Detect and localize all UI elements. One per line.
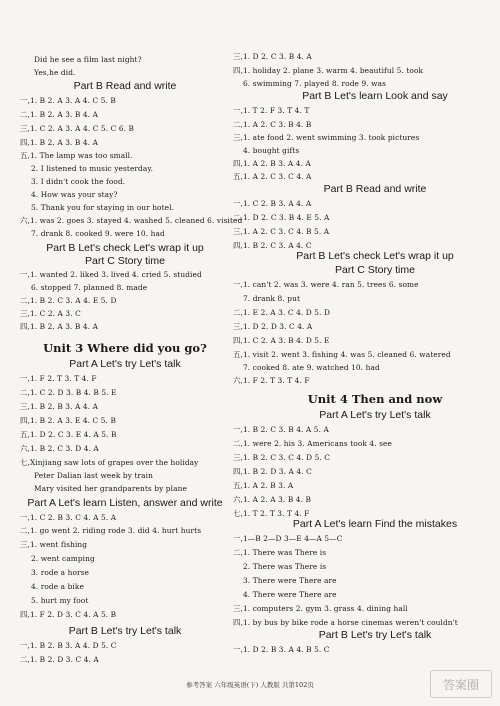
answer-line: 二,1. A 2. C 3. B 4. B <box>233 120 312 129</box>
answer-line: 三,1. D 2. C 3. B 4. A <box>233 52 312 61</box>
answer-line: 6. swimming 7. played 8. rode 9. was <box>243 79 386 88</box>
section-heading: Part A Let's try Let's talk <box>69 358 181 370</box>
answer-line: 二,1. E 2. A 3. C 4. D 5. D <box>233 308 330 317</box>
answer-line: 四,1. C 2. A 3. B 4. D 5. E <box>233 336 330 345</box>
answer-line: 二,1. C 2. D 3. B 4. B 5. E <box>20 388 117 397</box>
section-heading: Part B Let's check Let's wrap it up <box>46 242 204 254</box>
answer-line: 一,1. D 2. B 3. A 4. B 5. C <box>233 645 330 654</box>
answer-line: 三,1. B 2. B 3. A 4. A <box>20 402 99 411</box>
answer-line: 三,1. D 2. D 3. C 4. A <box>233 322 313 331</box>
answer-line: 5. hurt my foot <box>31 596 89 605</box>
section-heading: Part A Let's learn Find the mistakes <box>292 518 458 530</box>
unit-heading: Unit 3 Where did you go? <box>43 341 207 355</box>
answer-line: 二,1. There was There is <box>233 548 327 557</box>
answer-line: 二,1. D 2. C 3. B 4. E 5. A <box>233 213 330 222</box>
answer-line: 2. There was There is <box>243 562 327 571</box>
answer-line: Peter Dalian last week by train <box>34 471 153 480</box>
section-heading: Part B Read and write <box>73 80 177 92</box>
answer-line: 7. drank 8. cooked 9. were 10. had <box>31 229 165 238</box>
answer-line: 三,1. ate food 2. went swimming 3. took pictures <box>233 133 420 142</box>
answer-line: 二,1. B 2. A 3. B 4. A <box>20 110 99 119</box>
answer-line: 六,1. was 2. goes 3. stayed 4. washed 5. cleaned 6. visited <box>20 216 243 225</box>
answer-line: 4. There were There are <box>243 590 337 599</box>
answer-line: 七,Xinjiang saw lots of grapes over the holiday <box>20 458 199 467</box>
section-heading: Part B Let's try Let's talk <box>318 629 432 641</box>
answer-line: 三,1. A 2. C 3. C 4. B 5. A <box>233 227 330 236</box>
section-heading: Part B Read and write <box>323 183 427 195</box>
answer-line: 一,1. B 2. B 3. A 4. D 5. C <box>20 641 117 650</box>
page-footer: 参考答案 六年级英语(下) 人教版 共第102页 <box>186 681 314 689</box>
answer-line: 7. drank 8. put <box>243 294 301 303</box>
answer-line: 4. How was your stay? <box>31 190 118 199</box>
answer-line: 六,1. B 2. C 3. D 4. A <box>20 444 99 453</box>
answer-line: 4. rode a bike <box>31 582 84 591</box>
answer-line: 5. Thank you for staying in our hotel. <box>31 203 175 212</box>
answer-line: 四,1. B 2. D 3. A 4. C <box>233 467 312 476</box>
answer-line: 四,1. B 2. A 3. B 4. A <box>20 322 99 331</box>
answer-line: 六,1. F 2. T 3. T 4. F <box>233 376 310 385</box>
section-heading: Part A Let's try Let's talk <box>319 409 431 421</box>
section-heading: Part B Let's try Let's talk <box>68 625 182 637</box>
answer-line: 四,1. A 2. B 3. A 4. A <box>233 159 311 168</box>
watermark-stamp: 答案圈 <box>430 670 492 698</box>
answer-line: 一,1. wanted 2. liked 3. lived 4. cried 5. studied <box>20 270 202 279</box>
section-heading: Part C Story time <box>85 255 165 267</box>
answer-line: 三,1. C 2. A 3. A 4. C 5. C 6. B <box>20 124 135 133</box>
answer-line: 五,1. visit 2. went 3. fishing 4. was 5. cleaned 6. watered <box>233 350 451 359</box>
answer-line: 四,1. F 2. D 3. C 4. A 5. B <box>20 610 117 619</box>
answer-line: 三,1. B 2. C 3. C 4. D 5. C <box>233 453 331 462</box>
answer-line: 七,1. T 2. T 3. T 4. F <box>233 509 310 518</box>
answer-line: 一,1. C 2. B 3. C 4. A 5. A <box>20 513 117 522</box>
answer-line: 一,1. C 2. B 3. A 4. A <box>233 199 312 208</box>
answer-line: 3. I didn't cook the food. <box>31 177 126 186</box>
answer-line: 6. stopped 7. planned 8. made <box>31 283 148 292</box>
answer-line: Mary visited her grandparents by plane <box>34 484 187 493</box>
answer-line: 4. bought gifts <box>243 146 300 155</box>
answer-line: 三,1. computers 2. gym 3. grass 4. dining hall <box>233 604 408 613</box>
section-heading: Part B Let's check Let's wrap it up <box>296 250 454 262</box>
answer-line: 四,1. B 2. A 3. B 4. A <box>20 138 99 147</box>
answer-line: 一,1. B 2. C 3. B 4. A 5. A <box>233 425 329 434</box>
answer-line: 2. went camping <box>31 554 95 563</box>
unit-heading: Unit 4 Then and now <box>307 392 443 406</box>
answer-line: 三,1. C 2. A 3. C <box>20 309 81 318</box>
answer-line: 一,1—B 2—D 3—E 4—A 5—C <box>233 534 343 543</box>
answer-line: 二,1. were 2. his 3. Americans took 4. see <box>233 439 392 448</box>
answer-line: 五,1. A 2. C 3. C 4. A <box>233 172 312 181</box>
answer-line: 一,1. B 2. A 3. A 4. C 5. B <box>20 96 116 105</box>
answer-line: 二,1. go went 2. riding rode 3. did 4. hurt hurts <box>20 526 202 535</box>
answer-line: 3. There were There are <box>243 576 337 585</box>
answer-line: 一,1. F 2. T 3. T 4. F <box>20 374 97 383</box>
answer-line: 四,1. holiday 2. plane 3. warm 4. beautiful 5. took <box>233 66 424 75</box>
section-heading: Part A Let's learn Listen, answer and write <box>27 497 223 509</box>
answer-line: 一,1. T 2. F 3. T 4. T <box>233 106 310 115</box>
section-heading: Part B Let's learn Look and say <box>302 90 448 102</box>
answer-line: 7. cooked 8. ate 9. watched 10. had <box>243 363 380 372</box>
answer-line: 五,1. A 2. B 3. A <box>233 481 294 490</box>
answer-line: 2. I listened to music yesterday. <box>31 164 154 173</box>
answer-line: 3. rode a horse <box>31 568 90 577</box>
answer-line: 四,1. B 2. C 3. A 4. C <box>233 241 312 250</box>
answer-line: 六,1. A 2. A 3. B 4. B <box>233 495 312 504</box>
answer-line: Yes,he did. <box>34 68 76 77</box>
section-heading: Part C Story time <box>335 264 415 276</box>
answer-line: 五,1. D 2. C 3. E 4. A 5. B <box>20 430 117 439</box>
answer-line: Did he see a film last night? <box>34 55 142 64</box>
answer-line: 二,1. B 2. D 3. C 4. A <box>20 655 99 664</box>
answer-line: 四,1. by bus by bike rode a horse cinemas weren't couldn't <box>233 618 458 627</box>
answer-line: 三,1. went fishing <box>20 540 88 549</box>
answer-line: 二,1. B 2. C 3. A 4. E 5. D <box>20 296 117 305</box>
answer-line: 五,1. The lamp was too small. <box>20 151 133 160</box>
answer-line: 一,1. can't 2. was 3. were 4. ran 5. trees 6. some <box>233 280 419 289</box>
answer-line: 四,1. B 2. A 3. E 4. C 5. B <box>20 416 116 425</box>
